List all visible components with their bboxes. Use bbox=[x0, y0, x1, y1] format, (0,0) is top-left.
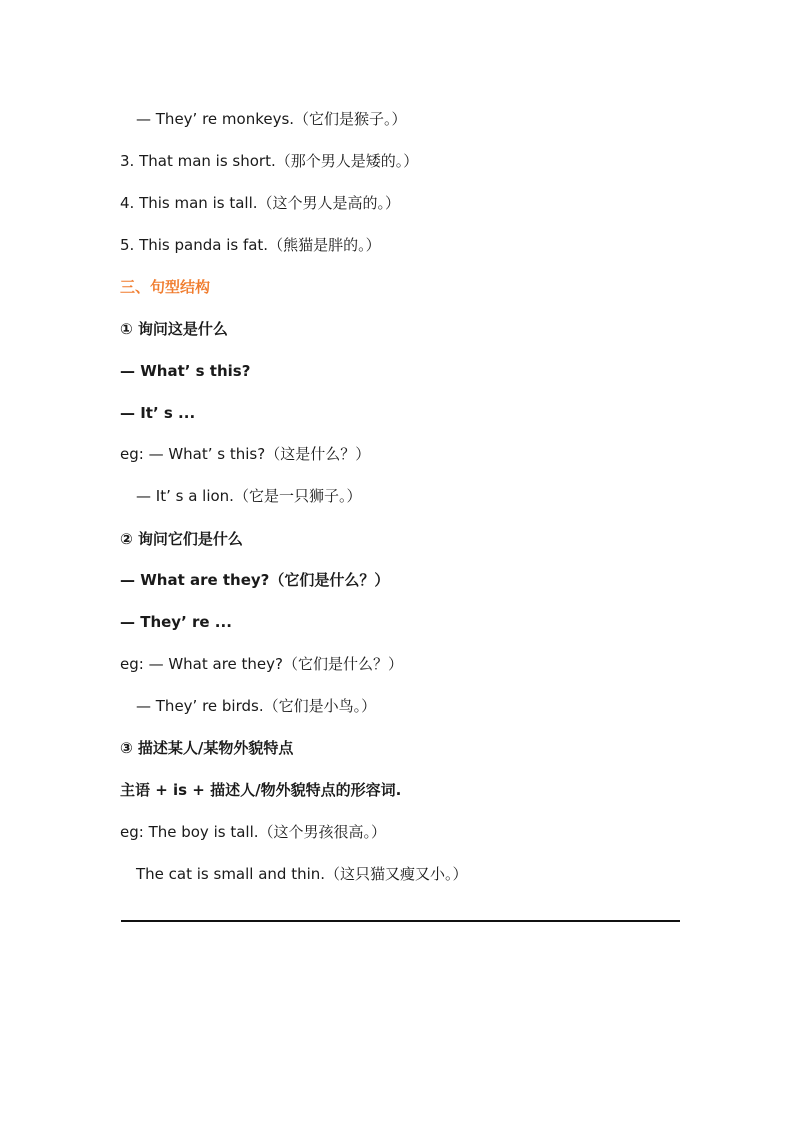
pattern-3-heading: ③ 描述某人/某物外貌特点 bbox=[120, 739, 294, 757]
pattern-3-example-1: eg: The boy is tall.（这个男孩很高。） bbox=[120, 823, 387, 841]
pattern-1-answer: — It’ s ... bbox=[120, 404, 196, 422]
pattern-3-structure: 主语 + is + 描述人/物外貌特点的形容词. bbox=[120, 781, 402, 799]
pattern-1-heading: ① 询问这是什么 bbox=[120, 320, 228, 338]
pattern-3-example-2: The cat is small and thin.（这只猫又瘦又小。） bbox=[136, 865, 468, 883]
pattern-1-example-question: eg: — What’ s this?（这是什么？） bbox=[120, 445, 371, 463]
sentence-3: 3. That man is short.（那个男人是矮的。） bbox=[120, 152, 419, 170]
sentence-5: 5. This panda is fat.（熊猫是胖的。） bbox=[120, 236, 381, 254]
horizontal-divider bbox=[121, 920, 680, 922]
pattern-1-example-answer: — It’ s a lion.（它是一只狮子。） bbox=[136, 487, 362, 505]
section-heading: 三、句型结构 bbox=[120, 278, 211, 296]
sentence-4: 4. This man is tall.（这个男人是高的。） bbox=[120, 194, 401, 212]
pattern-2-example-question: eg: — What are they?（它们是什么？） bbox=[120, 655, 404, 673]
pattern-2-answer: — They’ re ... bbox=[120, 613, 232, 631]
pattern-2-question: — What are they?（它们是什么？） bbox=[120, 571, 390, 589]
pattern-1-question: — What’ s this? bbox=[120, 362, 251, 380]
example-answer-monkeys: — They’ re monkeys.（它们是猴子。） bbox=[136, 110, 407, 128]
pattern-2-example-answer: — They’ re birds.（它们是小鸟。） bbox=[136, 697, 377, 715]
pattern-2-heading: ② 询问它们是什么 bbox=[120, 530, 243, 548]
